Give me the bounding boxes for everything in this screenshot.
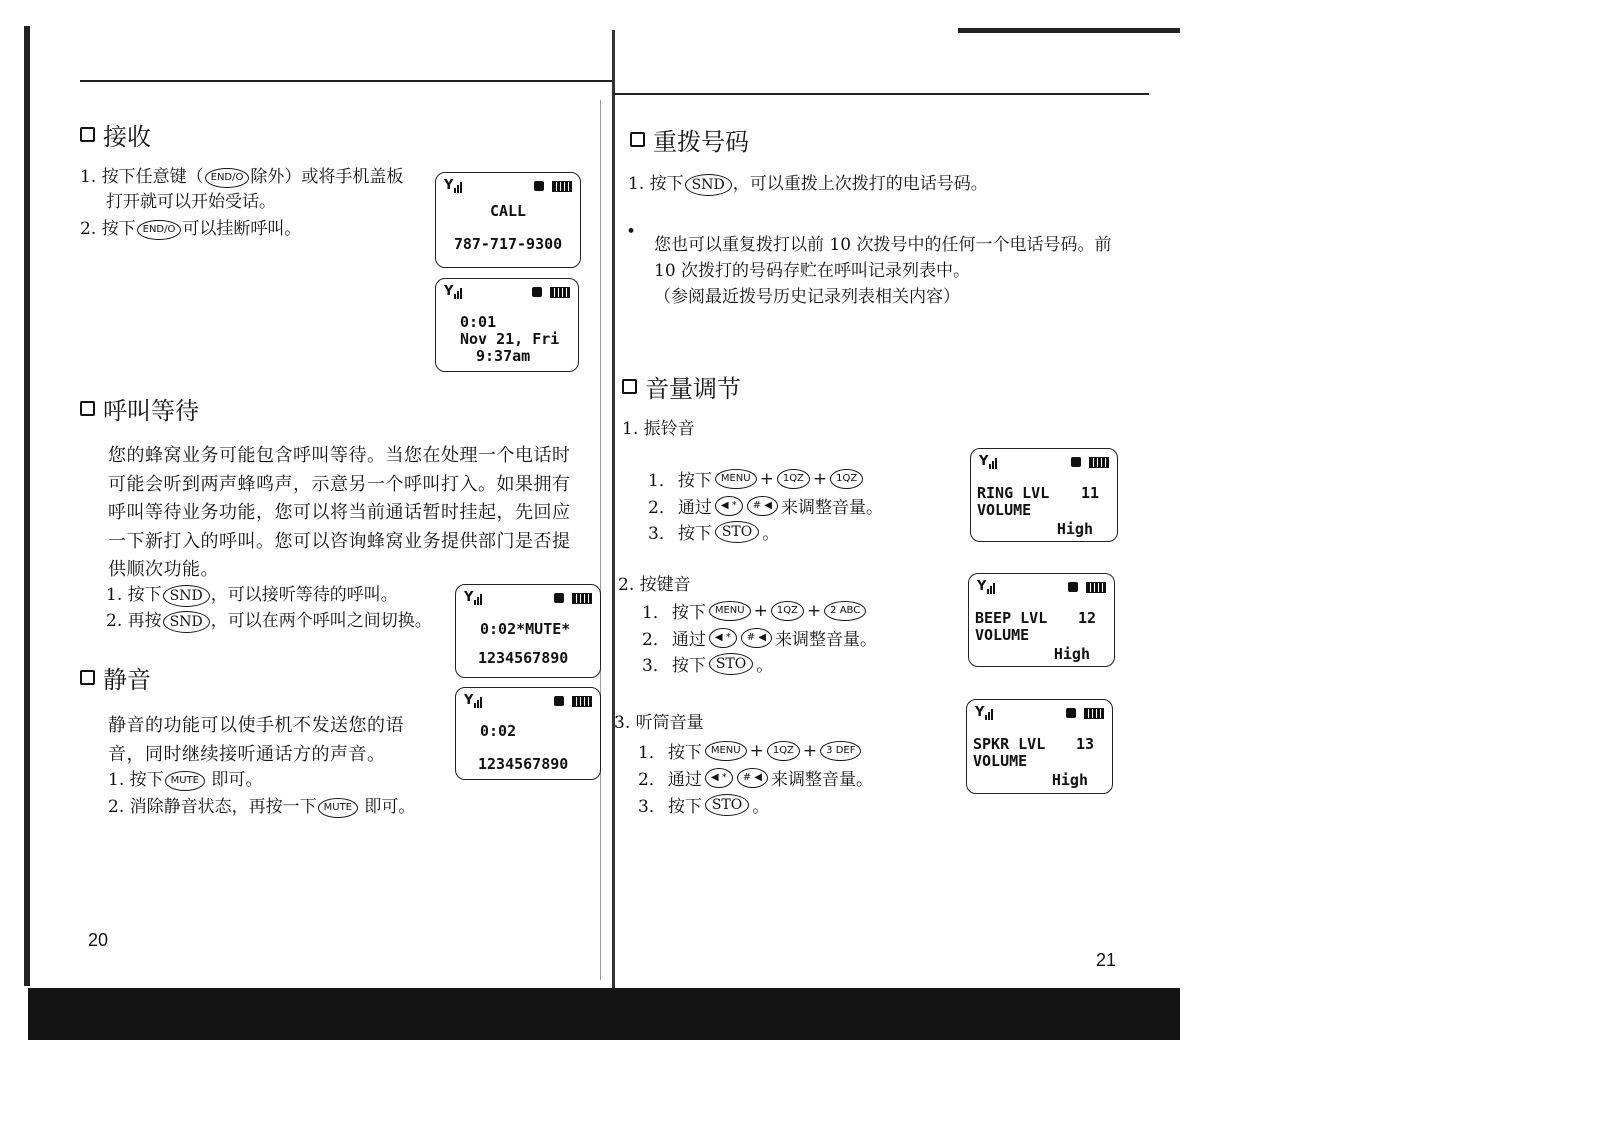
key-step-3: 3． 按下 STO 。 — [642, 651, 773, 676]
redial-note: 您也可以重复拨打以前 10 次拨号中的任何一个电话号码。前 10 次拨打的号码存贮在呼叫记录列表中。 （参阅最近拨号历史记录列表相关内容） — [654, 235, 1112, 307]
screen-value: 13 — [1075, 735, 1094, 753]
signal-icon: Y — [444, 179, 462, 193]
menu-key-icon: MENU — [705, 741, 747, 761]
one-key-icon: 1QZ — [767, 741, 800, 761]
checkbox-bullet-icon — [80, 670, 95, 685]
sto-key-icon: STO — [715, 521, 759, 543]
ring-step-2: 2． 通过 ◀ * # ◀ 来调整音量。 — [648, 493, 883, 518]
bullet-icon: • — [626, 222, 637, 242]
three-key-icon: 3 DEF — [820, 741, 861, 761]
screen-line: SPKR LVL — [973, 735, 1046, 753]
key-step-1: 1． 按下 MENU + 1QZ + 2 ABC — [642, 598, 867, 623]
phone-screen-call-timer — [455, 687, 601, 780]
scan-edge-top — [958, 28, 1180, 33]
heading-redial: 重拨号码 — [630, 122, 749, 157]
call-waiting-step-1: 1. 按下 SND ，可以接听等待的呼叫。 — [106, 585, 398, 605]
phone-screen-beep-level — [968, 573, 1115, 667]
mute-paragraph: 静音的功能可以使手机不发送您的语 音，同时继续接听通话方的声音。 — [108, 715, 404, 765]
signal-icon: Y — [464, 694, 482, 708]
screen-line: 1234567890 — [478, 755, 569, 773]
ring-step-1: 1． 按下 MENU + 1QZ + 1QZ — [648, 466, 864, 491]
sto-key-icon: STO — [709, 653, 753, 675]
scan-bottom-band — [28, 988, 1180, 1040]
screen-line: VOLUME — [973, 752, 1028, 770]
heading-receive: 接收 — [80, 117, 151, 152]
battery-icon — [554, 593, 592, 604]
screen-line: RING LVL — [977, 484, 1050, 502]
heading-mute: 静音 — [80, 660, 151, 695]
mute-key-icon: MUTE — [318, 798, 358, 818]
call-waiting-paragraph: 您的蜂窝业务可能包含呼叫等待。当您在处理一个电话时 可能会听到两声蜂鸣声，示意另一个呼叫打入。如果拥有 呼叫等待业务功能，您可以将当前通话暂时挂起，先回应 一下新打入的呼叫。您可以咨询蜂窝业务提供部门是否提 供顺次功能。 — [108, 445, 571, 580]
two-key-icon: 2 ABC — [824, 601, 866, 621]
sto-key-icon: STO — [705, 794, 749, 816]
screen-line: 0:02*MUTE* — [480, 620, 571, 638]
screen-value: 12 — [1077, 609, 1096, 627]
battery-icon — [554, 696, 592, 707]
screen-line: Nov 21, Fri — [460, 330, 560, 348]
hash-key-icon: # ◀ — [747, 496, 778, 516]
heading-call-waiting: 呼叫等待 — [80, 391, 199, 426]
volume-sub-key: 2. 按键音 — [618, 575, 691, 595]
earpiece-step-3: 3． 按下 STO 。 — [638, 792, 769, 817]
battery-icon — [1068, 582, 1106, 593]
call-waiting-step-2: 2. 再按 SND ，可以在两个呼叫之间切换。 — [106, 611, 432, 631]
snd-key-icon: SND — [685, 174, 732, 196]
ring-step-3: 3． 按下 STO 。 — [648, 519, 779, 544]
page-number-right: 21 — [1096, 950, 1117, 970]
screen-line: 0:01 — [460, 313, 497, 331]
menu-key-icon: MENU — [709, 601, 751, 621]
page-gutter — [612, 30, 615, 990]
hash-key-icon: # ◀ — [741, 628, 772, 648]
signal-icon: Y — [464, 591, 482, 605]
header-rule-left — [80, 80, 612, 82]
receive-step-2: 2. 按下 END/O 可以挂断呼叫。 — [80, 219, 302, 239]
checkbox-bullet-icon — [80, 127, 95, 142]
screen-value: 11 — [1080, 484, 1099, 502]
star-key-icon: ◀ * — [705, 768, 733, 788]
mute-step-2: 2. 消除静音状态，再按一下 MUTE 即可。 — [108, 797, 416, 817]
heading-volume: 音量调节 — [622, 369, 741, 404]
volume-sub-ring: 1. 振铃音 — [622, 419, 695, 439]
screen-level: High — [1051, 771, 1088, 789]
battery-icon — [532, 287, 570, 298]
signal-icon: Y — [979, 455, 997, 469]
screen-line: 1234567890 — [478, 649, 569, 667]
screen-line: 9:37am — [476, 347, 531, 365]
phone-screen-ring-level — [970, 448, 1118, 542]
battery-icon — [1071, 457, 1109, 468]
end-key-icon: END/O — [205, 168, 250, 188]
page-number-left: 20 — [88, 930, 109, 950]
hash-key-icon: # ◀ — [737, 768, 768, 788]
phone-screen-timer — [435, 278, 579, 372]
one-key-icon: 1QZ — [771, 601, 804, 621]
checkbox-bullet-icon — [622, 379, 637, 394]
star-key-icon: ◀ * — [715, 496, 743, 516]
phone-screen-call — [435, 172, 581, 268]
screen-level: High — [1056, 520, 1093, 538]
end-key-icon: END/O — [137, 220, 182, 240]
key-step-2: 2． 通过 ◀ * # ◀ 来调整音量。 — [642, 625, 877, 650]
screen-line: VOLUME — [975, 626, 1030, 644]
page-gutter-shadow — [600, 100, 601, 980]
receive-step-1-cont: 打开就可以开始受话。 — [106, 192, 276, 212]
receive-step-1: 1. 按下任意键（ END/O 除外）或将手机盖板 — [80, 167, 404, 187]
earpiece-step-1: 1． 按下 MENU + 1QZ + 3 DEF — [638, 738, 862, 763]
menu-key-icon: MENU — [715, 469, 757, 489]
header-rule-right — [614, 93, 1149, 95]
phone-screen-speaker-level — [966, 699, 1113, 794]
one-key-icon: 1QZ — [830, 469, 863, 489]
phone-screen-mute — [455, 584, 601, 678]
redial-step-1: 1. 按下 SND ，可以重拨上次拨打的电话号码。 — [628, 174, 988, 194]
checkbox-bullet-icon — [630, 132, 645, 147]
signal-icon: Y — [975, 706, 993, 720]
screen-line: 787-717-9300 — [453, 235, 563, 253]
snd-key-icon: SND — [163, 611, 210, 633]
scan-edge — [24, 26, 30, 986]
screen-line: 0:02 — [480, 722, 517, 740]
mute-key-icon: MUTE — [165, 771, 205, 791]
signal-icon: Y — [977, 580, 995, 594]
battery-icon — [534, 181, 572, 192]
mute-step-1: 1. 按下 MUTE 即可。 — [108, 770, 263, 790]
one-key-icon: 1QZ — [777, 469, 810, 489]
signal-icon: Y — [444, 285, 462, 299]
screen-line: VOLUME — [977, 501, 1032, 519]
screen-line: BEEP LVL — [975, 609, 1048, 627]
battery-icon — [1066, 708, 1104, 719]
screen-line: CALL — [489, 202, 527, 220]
star-key-icon: ◀ * — [709, 628, 737, 648]
volume-sub-earpiece: 3. 听筒音量 — [614, 713, 704, 733]
snd-key-icon: SND — [163, 585, 210, 607]
earpiece-step-2: 2． 通过 ◀ * # ◀ 来调整音量。 — [638, 765, 873, 790]
checkbox-bullet-icon — [80, 401, 95, 416]
screen-level: High — [1053, 645, 1090, 663]
